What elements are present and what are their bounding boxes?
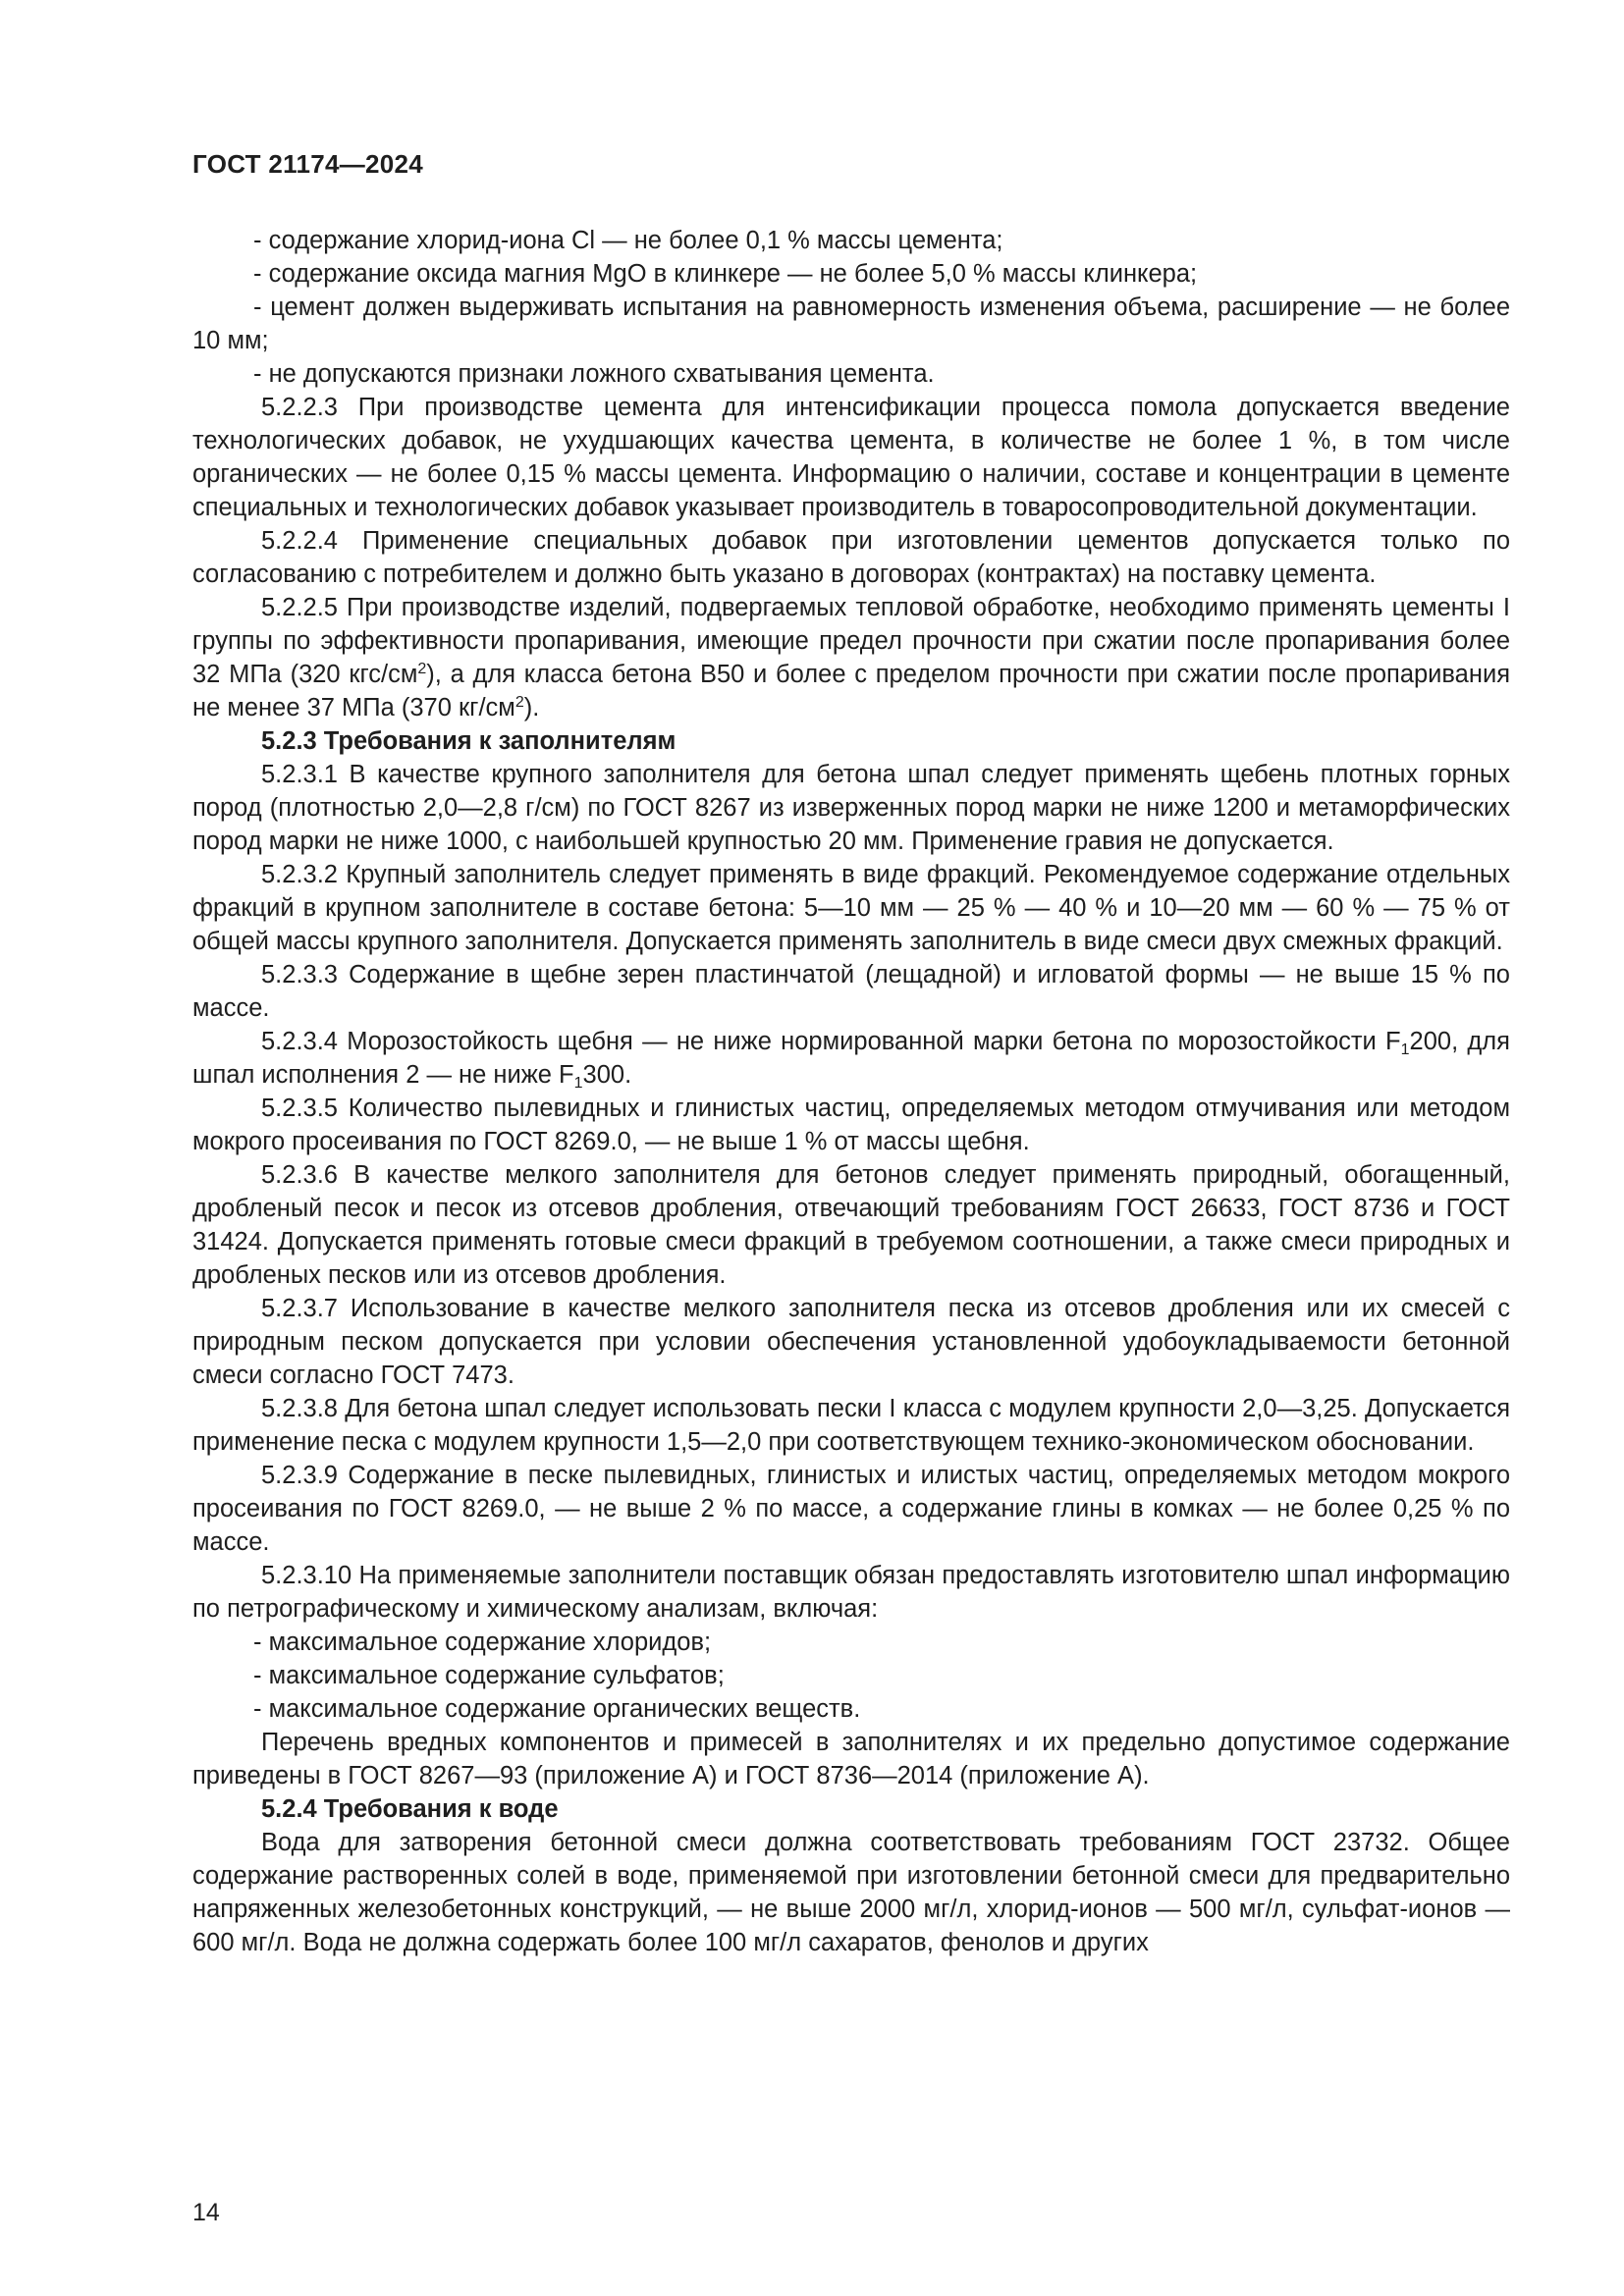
- superscript: 2: [514, 694, 524, 711]
- text-run: ).: [523, 694, 540, 721]
- paragraph-5-2-2-4: 5.2.2.4 Применение специальных добавок при изготовлении цементов допускается только по согласованию с потребителем и должно быть указано в договорах (контрактах) на поставку цемента.: [192, 527, 1510, 588]
- list-item: - не допускаются признаки ложного схватывания цемента.: [253, 360, 935, 388]
- paragraph-water: Вода для затворения бетонной смеси должна соответствовать требованиям ГОСТ 23732. Общее содержание растворенных солей в воде, применяемой при изготовлении бетонной смеси для предварительно напряженных железобетонных конструкций, — не выше 2000 мг/л, хлорид-ионов — 500 мг/л, сульфат-ионов — 600 мг/л. Вода не должна содержать более 100 мг/л сахаратов, фенолов и других: [192, 1829, 1510, 1956]
- paragraph-5-2-3-5: 5.2.3.5 Количество пылевидных и глинистых частиц, определяемых методом отмучивания или методом мокрого просеивания по ГОСТ 8269.0, — не выше 1 % от массы щебня.: [192, 1095, 1510, 1155]
- list-item: - содержание оксида магния MgO в клинкере — не более 5,0 % массы клинкера;: [253, 260, 1198, 288]
- text-run: 5.2.3.4 Морозостойкость щебня — не ниже нормированной марки бетона по морозостойкости F: [261, 1028, 1401, 1055]
- text-run: 300.: [582, 1061, 632, 1089]
- paragraph-harmful-components: Перечень вредных компонентов и примесей в заполнителях и их предельно допустимое содержание приведены в ГОСТ 8267—93 (приложение А) и ГОСТ 8736—2014 (приложение А).: [192, 1729, 1510, 1789]
- list-item: - максимальное содержание хлоридов;: [253, 1629, 712, 1656]
- paragraph-5-2-3-3: 5.2.3.3 Содержание в щебне зерен пластинчатой (лещадной) и игловатой формы — не выше 15 % по массе.: [192, 961, 1510, 1022]
- paragraph-5-2-3-7: 5.2.3.7 Использование в качестве мелкого заполнителя песка из отсевов дробления или их смесей с природным песком допускается при условии обеспечения установленной удобоукладываемости бетонной смеси согласно ГОСТ 7473.: [192, 1295, 1510, 1389]
- page-number: 14: [192, 2199, 220, 2226]
- paragraph-5-2-3-8: 5.2.3.8 Для бетона шпал следует использовать пески I класса с модулем крупности 2,0—3,25. Допускается применение песка с модулем крупности 1,5—2,0 при соответствующем технико-экономическом обосновании.: [192, 1395, 1510, 1456]
- list-item: - цемент должен выдерживать испытания на равномерность изменения объема, расширение — не более 10 мм;: [192, 294, 1510, 354]
- list-item: - содержание хлорид-иона Cl — не более 0,1 % массы цемента;: [253, 227, 1003, 254]
- paragraph-5-2-3-1: 5.2.3.1 В качестве крупного заполнителя для бетона шпал следует применять щебень плотных горных пород (плотностью 2,0—2,8 г/см) по ГОСТ 8267 из изверженных пород марки не ниже 1200 и метаморфических пород марки не ниже 1000, с наибольшей крупностью 20 мм. Применение гравия не допускается.: [192, 761, 1510, 855]
- paragraph-5-2-3-9: 5.2.3.9 Содержание в песке пылевидных, глинистых и илистых частиц, определяемых методом мокрого просеивания по ГОСТ 8269.0, — не выше 2 % по массе, а содержание глины в комках — не более 0,25 % по массе.: [192, 1462, 1510, 1556]
- paragraph-5-2-2-5: [192, 591, 1510, 724]
- text-run: 200, для шпал исполнения 2 — не ниже F: [192, 1028, 1510, 1089]
- list-item: - максимальное содержание органических веществ.: [253, 1695, 861, 1723]
- paragraph-5-2-3-2: 5.2.3.2 Крупный заполнитель следует применять в виде фракций. Рекомендуемое содержание отдельных фракций в крупном заполнителе в составе бетона: 5—10 мм — 25 % — 40 % и 10—20 мм — 60 % — 75 % от общей массы крупного заполнителя. Допускается применять заполнитель в виде смеси двух смежных фракций.: [192, 861, 1510, 955]
- subscript: 1: [1400, 1041, 1410, 1058]
- paragraph-5-2-3-10: 5.2.3.10 На применяемые заполнители поставщик обязан предоставлять изготовителю шпал информацию по петрографическому и химическому анализам, включая:: [192, 1562, 1510, 1623]
- document-body: [192, 224, 1510, 1959]
- document-header: ГОСТ 21174—2024: [192, 149, 424, 179]
- paragraph-5-2-3-4: [192, 1025, 1510, 1092]
- text-run: ), а для класса бетона В50 и более с пределом прочности при сжатии после пропаривания не менее 37 МПа (370 кг/см: [192, 661, 1511, 721]
- text-run: 5.2.2.5 При производстве изделий, подвергаемых тепловой обработке, необходимо применять цементы I группы по эффективности пропаривания, имеющие предел прочности при сжатии после пропаривания более 32 МПа (320 кгс/см: [192, 594, 1510, 688]
- subsection-heading-5-2-3: 5.2.3 Требования к заполнителям: [261, 727, 677, 755]
- subscript: 1: [573, 1075, 583, 1092]
- paragraph-5-2-3-6: 5.2.3.6 В качестве мелкого заполнителя для бетонов следует применять природный, обогащенный, дробленый песок и песок из отсевов дробления, отвечающий требованиям ГОСТ 26633, ГОСТ 8736 и ГОСТ 31424. Допускается применять готовые смеси фракций в требуемом соотношении, а также смеси природных и дробленых песков или из отсевов дробления.: [192, 1161, 1510, 1289]
- superscript: 2: [417, 661, 427, 677]
- list-item: - максимальное содержание сульфатов;: [253, 1662, 725, 1689]
- subsection-heading-5-2-4: 5.2.4 Требования к воде: [261, 1795, 559, 1823]
- paragraph-5-2-2-3: 5.2.2.3 При производстве цемента для интенсификации процесса помола допускается введение технологических добавок, не ухудшающих качества цемента, в количестве не более 1 %, в том числе органических — не более 0,15 % массы цемента. Информацию о наличии, составе и концентрации в цементе специальных и технологических добавок указывает производитель в товаросопроводительной документации.: [192, 394, 1510, 521]
